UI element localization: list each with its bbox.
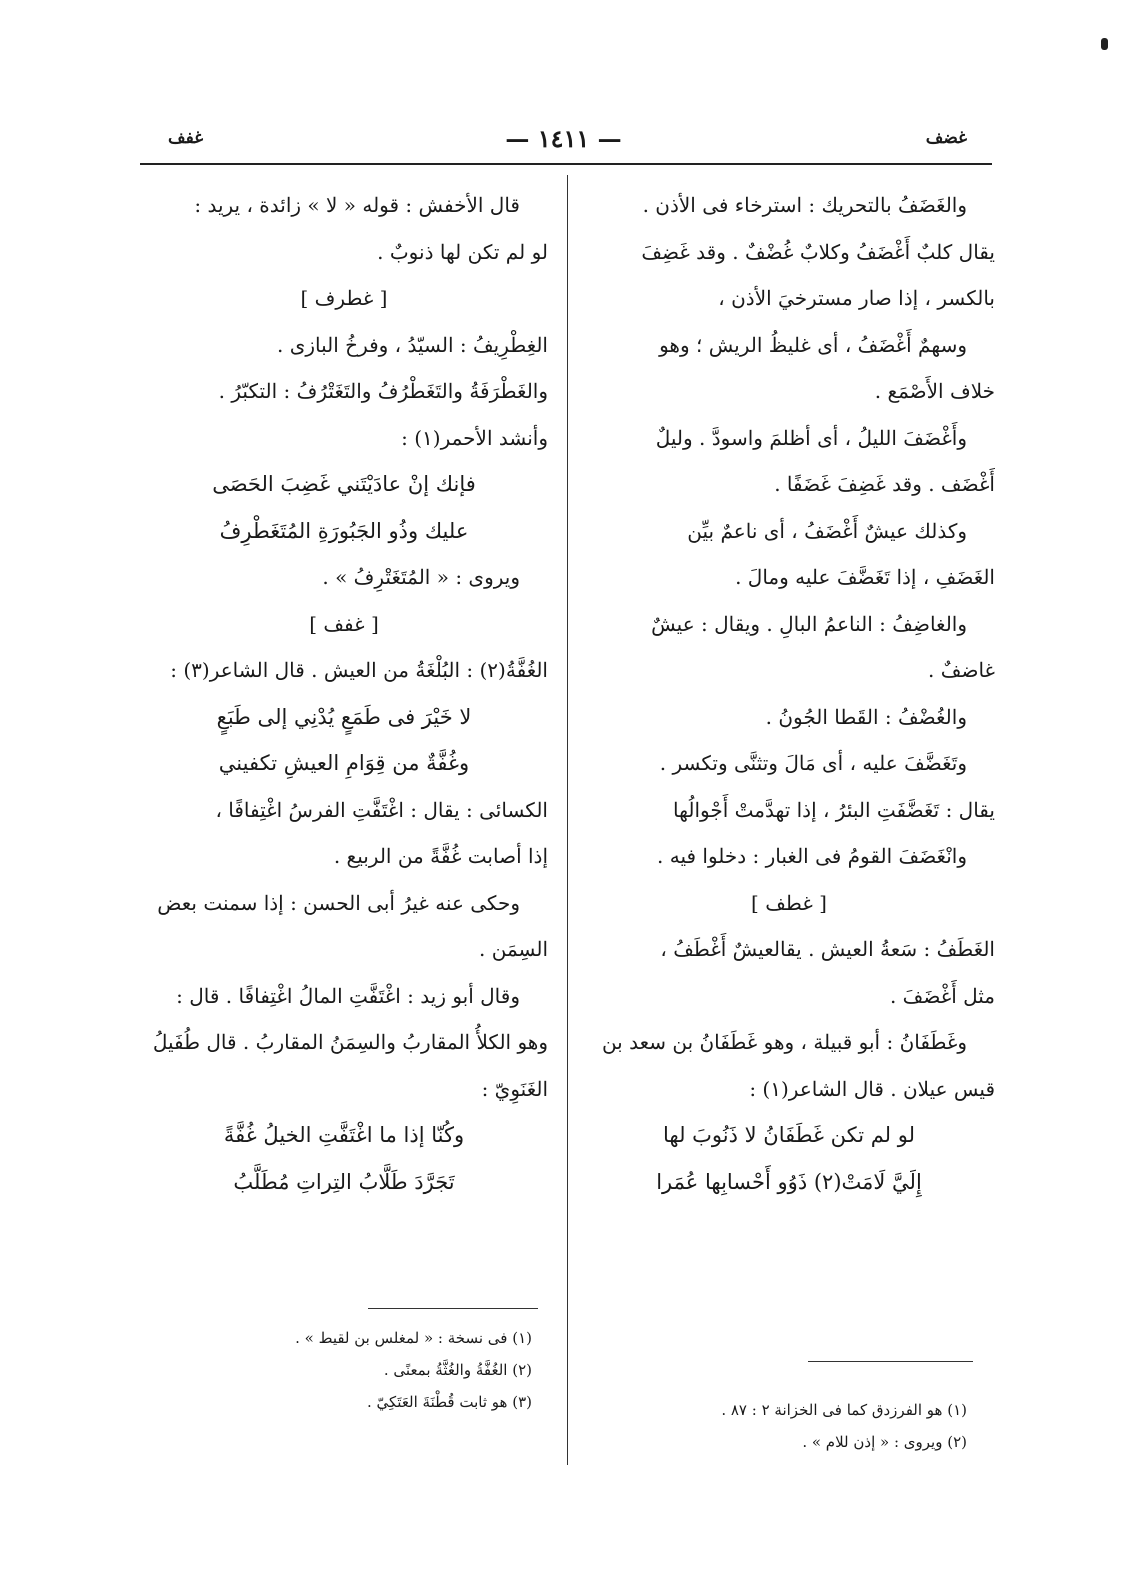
text-line: وأَغْضَفَ الليلُ ، أى أظلمَ واسودَّ . وليلٌ [655, 425, 967, 450]
text-line: قيس عيلان . قال الشاعر(١) : [749, 1076, 995, 1101]
text-line: بالكسر ، إذا صار مسترخيَ الأذن ، [718, 286, 995, 310]
text-line: وغَطَفَانُ : أبو قبيلة ، وهو غَطَفَانُ بن سعد بن [601, 1030, 967, 1054]
text-line: يقال : تَغَضَّفَتِ البئرُ ، إذا تهدَّمتْ أَجْوالُها [673, 797, 995, 822]
footnote: (٣) هو ثابت قُطْنَةَ العَتَكِيّ . [366, 1393, 532, 1411]
corner-ink-mark [1101, 38, 1108, 50]
text-line: الغِطْرِيفُ : السيّدُ ، وفرخُ البازى . [277, 332, 548, 357]
text-line: قال الأخفش : قوله « لا » زائدة ، يريد : [194, 193, 520, 217]
left-column [140, 182, 548, 1205]
entry-heading: [ غطف ] [751, 890, 827, 915]
verse-line: إِلَيَّ لَامَتْ(٢) ذَوُو أَحْسابِها عُمَرا [656, 1169, 922, 1194]
text-line: وكذلك عيشٌ أَغْضَفُ ، أى ناعمٌ بيِّن [687, 518, 967, 543]
text-line: لو لم تكن لها ذنوبٌ . [377, 239, 548, 264]
footnotes-right [567, 1394, 967, 1458]
text-line: وقال أبو زيد : اغْتَفَّتِ المالُ اغْتِفافًا . قال : [176, 983, 520, 1008]
verse-line: وغُفَّةٌ من قِوَامِ العيشِ تكفيني [218, 751, 470, 775]
text-line: وهو الكلأُ المقاربُ والسِمَنُ المقاربُ . قال طُفَيلُ [152, 1030, 548, 1054]
entry-heading: [ غفف ] [309, 611, 379, 636]
verse-line: لو لم تكن غَطَفَانُ لا ذَنُوبَ لها [662, 1123, 916, 1147]
verse-line: وكُنّا إذا ما اغْتَفَّتِ الخيلُ غُفَّةً [223, 1123, 465, 1147]
running-header-left: غفف [168, 128, 204, 148]
verse-line: فإنك إنْ عادَيْتَني غَضِبَ الحَصَى [212, 472, 476, 496]
text-line: السِمَن . [479, 937, 548, 961]
verse-line: لا خَيْرَ فى طَمَعٍ يُدْنِي إلى طَبَعٍ [216, 704, 472, 729]
footnote: (١) فى نسخة : « لمغلس بن لقيط » . [295, 1329, 532, 1347]
verse-line: تَجَرَّدَ طَلَّابُ التِراتِ مُطَلَّبُ [233, 1169, 455, 1194]
header-rule [140, 163, 992, 165]
text-line: الغُفَّةُ(٢) : البُلْغَةُ من العيش . قال الشاعر(٣) : [170, 658, 548, 682]
text-line: الغَنَوِيّ : [481, 1076, 548, 1101]
text-line: وحكى عنه غيرُ أبى الحسن : إذا سمنت بعض [157, 890, 520, 915]
text-line: وأنشد الأحمر(١) : [401, 425, 548, 450]
verse-line: عليك وذُو الجَبُورَةِ المُتَغَطْرِفُ [219, 518, 469, 543]
text-line: يقال كلبٌ أَغْضَفُ وكلابٌ غُضْفٌ . وقد غَضِفَ [641, 239, 995, 264]
column-divider [567, 175, 568, 1465]
text-line: والغَطْرَفَةُ والتَغَطْرُفُ والتَغَتْرُفُ : التكبّرُ . [218, 379, 548, 403]
text-line: وانْغَضَفَ القومُ فى الغبار : دخلوا فيه . [657, 844, 967, 868]
footnote: (٢) ويروى : « إذن للام » . [802, 1433, 967, 1451]
text-line: مثل أَغْضَفَ . [889, 983, 995, 1008]
text-line: غاضفٌ . [928, 658, 995, 682]
text-line: أَغْضَف . وقد غَضِفَ غَضَفًا . [774, 472, 995, 496]
text-line: والغُضْفُ : القَطا الجُونُ . [765, 704, 967, 729]
text-line: والغَضَفُ بالتحريك : استرخاء فى الأذن . [642, 193, 967, 217]
footnote-rule-right [808, 1361, 973, 1362]
text-line: الغَضَفِ ، إذا تَغَضَّفَ عليه ومالَ . [735, 565, 995, 589]
text-line: والغاضِفُ : الناعمُ البالِ . ويقال : عيشٌ [651, 611, 967, 636]
entry-heading: [ غطرف ] [300, 286, 388, 310]
text-line: ويروى : « المُتَغَتْرِفُ » . [322, 565, 520, 589]
running-header-right: غضف [925, 128, 967, 148]
text-line: إذا أصابت غُفَّةً من الربيع . [333, 844, 548, 868]
footnote: (١) هو الفرزدق كما فى الخزانة ٢ : ٨٧ . [721, 1401, 967, 1419]
text-line: الكسائى : يقال : اغْتَفَّتِ الفرسُ اغْتِفافًا ، [215, 797, 548, 822]
footnotes-left [132, 1322, 532, 1418]
footnote-rule-left [368, 1308, 538, 1309]
text-line: الغَطَفُ : سَعةُ العيش . يقالعيشٌ أَغْطَفُ ، [660, 937, 995, 961]
text-line: وسهمٌ أَغْضَفُ ، أى غليظُ الريش ؛ وهو [659, 332, 967, 357]
page-number: — ١٤١١ — [505, 124, 622, 153]
right-column [583, 182, 995, 1205]
text-line: وتَغَضَّفَ عليه ، أى مَالَ وتثنَّى وتكسر . [659, 751, 967, 775]
footnote: (٢) الغُفَّةُ والغُثَّةُ بمعنًى . [383, 1361, 532, 1379]
text-line: خلاف الأَصْمَع . [874, 379, 995, 403]
